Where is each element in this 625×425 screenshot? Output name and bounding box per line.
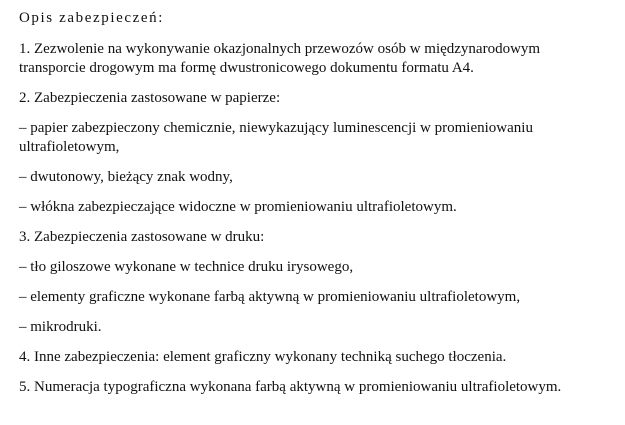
paragraph-7-line-1: – tło giloszowe wykonane w technice druku irysowego, — [19, 259, 354, 275]
paragraph-7 — [19, 258, 619, 277]
paragraph-8 — [19, 288, 619, 307]
paragraph-3-line-2: ultrafioletowym, — [19, 139, 120, 155]
paragraph-4 — [19, 168, 619, 187]
paragraph-2 — [19, 89, 619, 108]
paragraph-8-line-1: – elementy graficzne wykonane farbą aktywną w promieniowaniu ultrafioletowym, — [19, 289, 521, 305]
paragraph-3 — [19, 119, 619, 157]
paragraph-6-line-1: 3. Zabezpieczenia zastosowane w druku: — [19, 229, 265, 245]
paragraph-1 — [19, 40, 619, 78]
paragraph-11 — [19, 378, 619, 397]
paragraph-4-line-1: – dwutonowy, bieżący znak wodny, — [19, 169, 233, 185]
paragraph-2-line-1: 2. Zabezpieczenia zastosowane w papierze: — [19, 90, 281, 106]
paragraph-5-line-1: – włókna zabezpieczające widoczne w promieniowaniu ultrafioletowym. — [19, 199, 457, 215]
paragraph-5 — [19, 198, 619, 217]
paragraph-11-line-1: 5. Numeracja typograficzna wykonana farbą aktywną w promieniowaniu ultrafioletowym. — [19, 379, 562, 395]
paragraph-1-line-1: 1. Zezwolenie na wykonywanie okazjonalnych przewozów osób w międzynarodowym — [19, 41, 541, 57]
paragraph-3-line-1: – papier zabezpieczony chemicznie, niewykazujący luminescencji w promieniowaniu — [19, 120, 533, 136]
document-title: Opis zabezpieczeń: — [19, 10, 164, 26]
paragraph-6 — [19, 228, 619, 247]
document-page — [19, 8, 619, 397]
paragraph-10 — [19, 348, 619, 367]
paragraph-10-line-1: 4. Inne zabezpieczenia: element graficzny wykonany techniką suchego tłoczenia. — [19, 349, 507, 365]
paragraph-9 — [19, 318, 619, 337]
paragraph-1-line-2: transporcie drogowym ma formę dwustronicowego dokumentu formatu A4. — [19, 60, 474, 76]
paragraph-9-line-1: – mikrodruki. — [19, 319, 102, 335]
